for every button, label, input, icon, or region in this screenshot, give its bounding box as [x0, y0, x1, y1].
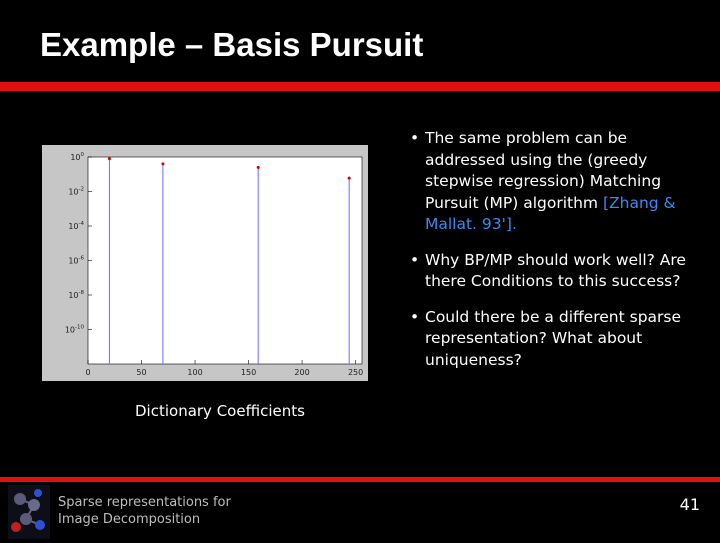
x-tick-label: 0: [85, 368, 91, 377]
coefficient-point: [348, 177, 351, 180]
y-tick-label: $10^{-8}$: [68, 290, 84, 300]
bullet-dot-icon: •: [410, 307, 420, 326]
footer-line-1: Sparse representations for: [58, 495, 231, 510]
y-tick-label: $10^{-10}$: [64, 324, 84, 335]
coefficient-point: [161, 162, 164, 165]
y-tick-label: $10^{-6}$: [68, 255, 84, 266]
molecule-icon: [8, 485, 50, 539]
y-tick-label: $10^{-4}$: [68, 221, 84, 231]
citation-link[interactable]: [Zhang & Mallat. 93'].: [425, 193, 676, 233]
bullet-text: Why BP/MP should work well? Are there Conditions to this success?: [425, 250, 686, 290]
bullet-text: Could there be a different sparse representation? What about uniqueness?: [425, 307, 682, 369]
bullet-item: [408, 128, 708, 236]
coefficient-point: [257, 166, 260, 169]
x-tick-label: 250: [347, 368, 364, 377]
bullet-dot-icon: •: [410, 250, 420, 269]
bullet-item: [408, 307, 708, 372]
bullet-text: The same problem can be addressed using the (greedy stepwise regression) Matching Pursuit (MP) algorithm: [425, 129, 662, 212]
x-tick-label: 100: [187, 368, 203, 377]
figure-caption: Dictionary Coefficients: [135, 402, 305, 420]
footer-divider-bar: [0, 477, 720, 482]
coefficient-plot: [42, 145, 368, 381]
bullet-list: [408, 128, 708, 385]
bullet-dot-icon: •: [410, 129, 420, 147]
plot-area: [88, 157, 362, 364]
footer-line-2: Image Decomposition: [58, 512, 201, 527]
title-divider-bar: [0, 82, 720, 91]
footer-text: [58, 494, 231, 528]
bullet-item: [408, 250, 708, 293]
y-tick-label: $10^{-2}$: [68, 186, 84, 197]
coefficient-plot-svg: [42, 145, 368, 381]
y-tick-label: $10^0$: [70, 152, 84, 162]
x-tick-label: 200: [294, 368, 310, 377]
x-tick-label: 50: [136, 368, 147, 377]
coefficient-point: [108, 157, 111, 160]
x-tick-label: 150: [240, 368, 257, 377]
page-number: 41: [679, 495, 700, 514]
slide-title: Example – Basis Pursuit: [40, 26, 424, 63]
